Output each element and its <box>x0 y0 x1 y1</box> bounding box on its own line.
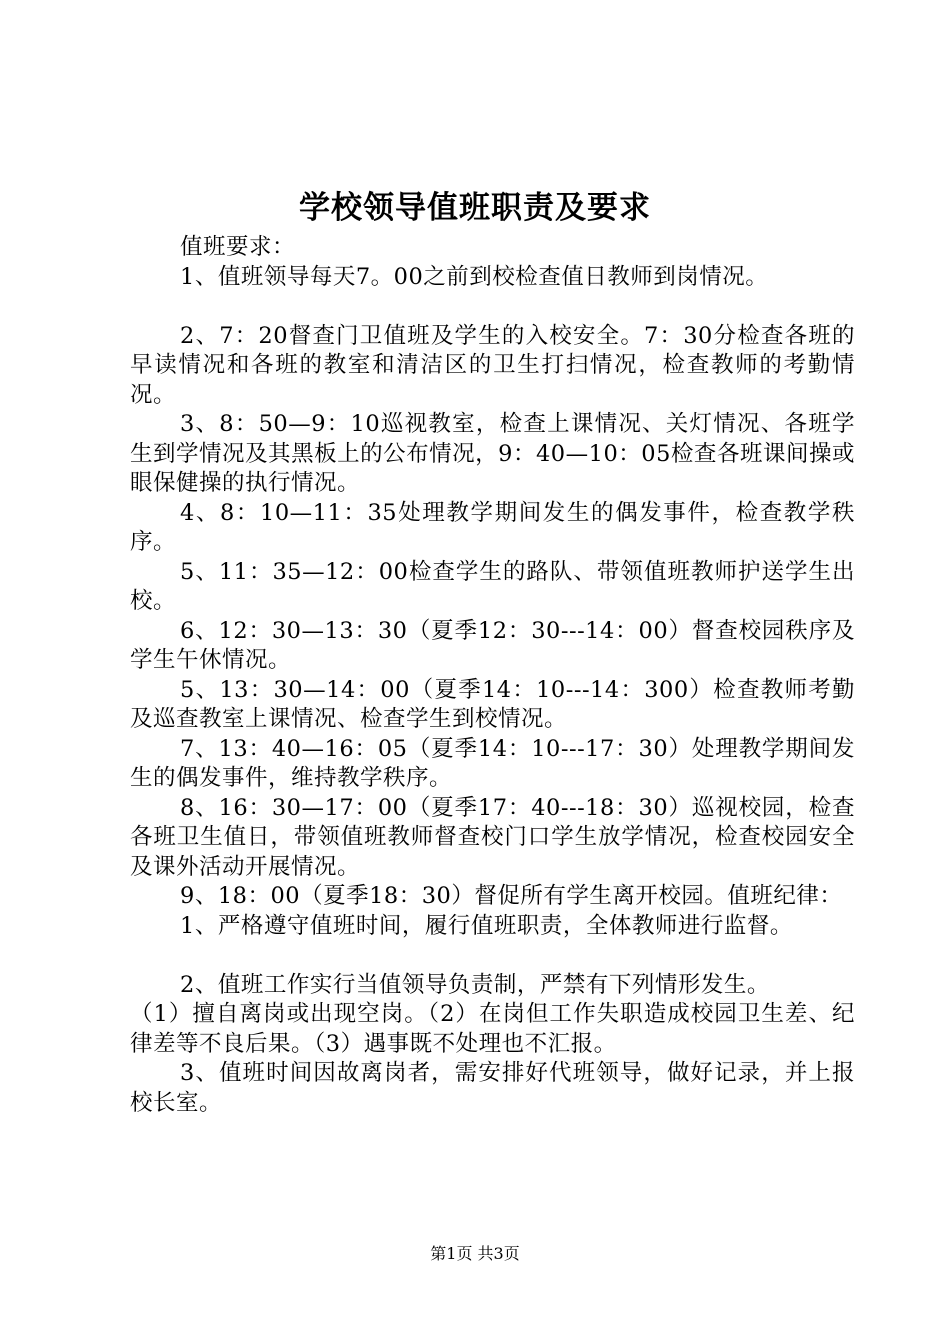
paragraph-requirement-2: 2、7：20督查门卫值班及学生的入校安全。7：30分检查各班的早读情况和各班的教室和清洁区的卫生打扫情况，检查教师的考勤情况。 <box>130 322 855 408</box>
paragraph-requirement-3: 3、8：50—9：10巡视教室，检查上课情况、关灯情况、各班学生到学情况及其黑板上的公布情况，9：40—10：05检查各班课间操或眼保健操的执行情况。 <box>130 411 855 496</box>
paragraph-requirement-5b: 5、13：30—14：00（夏季14：10---14：300）检查教师考勤及巡查教室上课情况、检查学生到校情况。 <box>130 676 855 732</box>
paragraph-requirement-5: 5、11：35—12：00检查学生的路队、带领值班教师护送学生出校。 <box>130 558 855 614</box>
paragraph-discipline-3: 3、值班时间因故离岗者，需安排好代班领导，做好记录，并上报校长室。 <box>130 1060 855 1116</box>
paragraph-requirement-1: 1、值班领导每天7。00之前到校检查值日教师到岗情况。 <box>180 263 769 290</box>
paragraph-discipline-2: 2、值班工作实行当值领导负责制，严禁有下列情形发生。 <box>180 971 770 998</box>
paragraph-discipline-2-details: （1）擅自离岗或出现空岗。（2）在岗但工作失职造成校园卫生差、纪律差等不良后果。（3）遇事既不处理也不汇报。 <box>130 1001 855 1057</box>
paragraph-discipline-1: 1、严格遵守值班时间，履行值班职责，全体教师进行监督。 <box>180 912 793 939</box>
paragraph-requirement-4: 4、8：10—11：35处理教学期间发生的偶发事件，检查教学秩序。 <box>130 499 855 555</box>
paragraph-requirement-6: 6、12：30—13：30（夏季12：30---14：00）督查校园秩序及学生午休情况。 <box>130 617 855 673</box>
page-number-footer: 第1页 共3页 <box>430 1244 520 1263</box>
document-body <box>130 233 855 1118</box>
paragraph-requirement-7: 7、13：40—16：05（夏季14：10---17：30）处理教学期间发生的偶发事件，维持教学秩序。 <box>130 735 855 791</box>
document-title: 学校领导值班职责及要求 <box>299 190 651 226</box>
paragraph-duty-requirements-heading: 值班要求： <box>180 234 296 260</box>
paragraph-requirement-9: 9、18：00（夏季18：30）督促所有学生离开校园。值班纪律： <box>180 883 843 909</box>
paragraph-requirement-8: 8、16：30—17：00（夏季17：40---18：30）巡视校园，检查各班卫生值日，带领值班教师督查校门口学生放学情况，检查校园安全及课外活动开展情况。 <box>130 794 855 880</box>
